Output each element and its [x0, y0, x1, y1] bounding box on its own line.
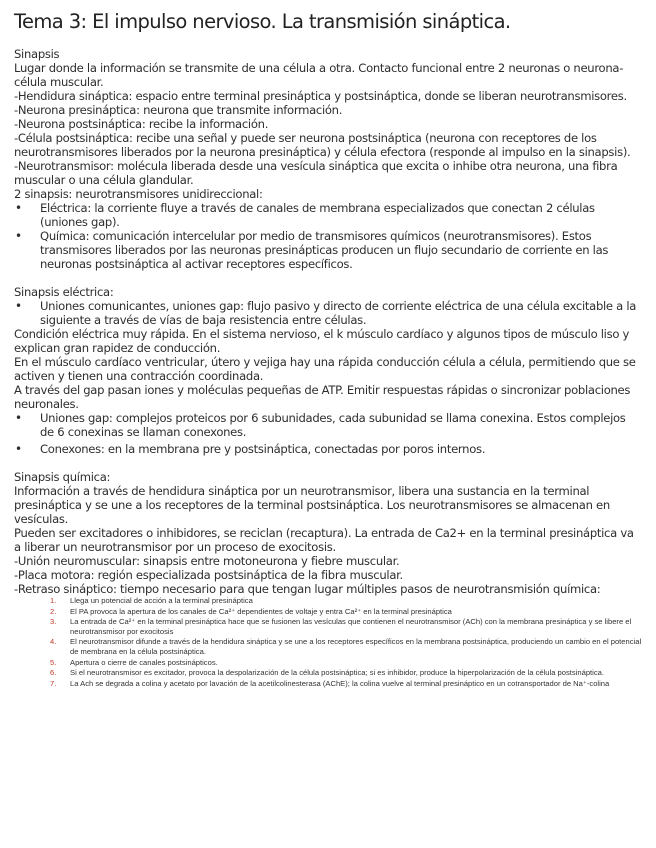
paragraph: -Hendidura sináptica: espacio entre terminal presináptica y postsináptica, donde se liberan neurotransmisores.	[14, 89, 627, 103]
paragraph: Pueden ser excitadores o inhibidores, se reciclan (recaptura). La entrada de Ca2+ en la terminal presináptica va a liberar un neurotransmisor por un proceso de exocitosis.	[14, 526, 634, 554]
paragraph: -Célula postsináptica: recibe una señal y puede ser neurona postsináptica (neurona con receptores de los neurotransmisores liberados por la neurona presináptica) y célula efectora (responde al impulso en la sinapsis).	[14, 131, 631, 159]
bullet-list	[14, 411, 642, 456]
paragraph: -Neurona presináptica: neurona que transmite información.	[14, 103, 343, 117]
step-text: Si el neurotransmisor es excitador, provoca la despolarización de la célula postsináptica; si es inhibidor, produce la hiperpolarización de la célula postsináptica.	[70, 668, 604, 678]
paragraph: 2 sinapsis: neurotransmisores unidireccional:	[14, 187, 263, 201]
paragraph: En el músculo cardíaco ventricular, útero y vejiga hay una rápida conducción célula a célula, permitiendo que se activen y tienen una contracción coordinada.	[14, 355, 636, 383]
step-item	[50, 668, 642, 678]
step-text: La entrada de Ca²⁺ en la terminal presináptica hace que se fusionen las vesículas que contienen el neurotransmisor (ACh) con la membrana presináptica y se libere el neurotransmisor por exocitosis	[70, 617, 632, 636]
step-text: La Ach se degrada a colina y acetato por lavación de la acetilcolinesterasa (AChE); la colina vuelve al terminal presináptico en un cotransportador de Na⁺-colina	[70, 678, 610, 688]
step-text: El neurotransmisor difunde a través de la hendidura sináptica y se une a los receptores específicos en la membrana postsináptica, produciendo un cambio en el potencial de membrana en la célula postsináptica.	[70, 637, 642, 656]
section-heading: Sinapsis	[14, 47, 60, 61]
section-sinapsis-electrica	[14, 285, 642, 456]
paragraph: -Placa motora: región especializada postsináptica de la fibra muscular.	[14, 568, 403, 582]
step-number: 2.	[50, 606, 57, 616]
paragraph: A través del gap pasan iones y moléculas pequeñas de ATP. Emitir respuestas rápidas o sincronizar poblaciones neuronales.	[14, 383, 631, 411]
paragraph: -Unión neuromuscular: sinapsis entre motoneurona y fiebre muscular.	[14, 554, 400, 568]
step-number: 7.	[50, 678, 57, 688]
section-sinapsis	[14, 47, 642, 271]
step-number: 3.	[50, 617, 57, 627]
list-item: • Conexones: en la membrana pre y postsináptica, conectadas por poros internos.	[14, 442, 642, 456]
steps-list	[50, 596, 642, 688]
paragraph: Condición eléctrica muy rápida. En el sistema nervioso, el k músculo cardíaco y algunos tipos de músculo liso y explican gran rapidez de conducción.	[14, 327, 630, 355]
step-text: Llega un potencial de acción a la terminal presináptica	[70, 596, 253, 605]
step-item	[50, 607, 642, 617]
section-heading: Sinapsis química:	[14, 470, 111, 484]
section-heading: Sinapsis eléctrica:	[14, 285, 114, 299]
section-sinapsis-quimica	[14, 470, 642, 596]
list-item: • Uniones comunicantes, uniones gap: flujo pasivo y directo de corriente eléctrica de una célula excitable a la siguiente a través de vías de baja resistencia entre células.	[14, 299, 642, 327]
paragraph: -Retraso sináptico: tiempo necesario para que tengan lugar múltiples pasos de neurotransmisión química:	[14, 582, 601, 596]
list-item: • Uniones gap: complejos proteicos por 6 subunidades, cada subunidad se llama conexina. Estos complejos de 6 conexinas se llaman conexones.	[14, 411, 642, 439]
paragraph: -Neurona postsináptica: recibe la información.	[14, 117, 269, 131]
step-item	[50, 658, 642, 668]
bullet-list	[14, 299, 642, 327]
step-item	[50, 637, 642, 656]
step-number: 4.	[50, 637, 57, 647]
list-item: • Eléctrica: la corriente fluye a través de canales de membrana especializados que conectan 2 células (uniones gap).	[14, 201, 642, 229]
step-item	[50, 596, 642, 606]
step-number: 6.	[50, 668, 57, 678]
step-text: El PA provoca la apertura de los canales de Ca²⁺ dependientes de voltaje y entra Ca²⁺ en la terminal presináptica	[70, 606, 452, 616]
step-text: Apertura o cierre de canales postsinápticos.	[70, 657, 218, 667]
paragraph: Lugar donde la información se transmite de una célula a otra. Contacto funcional entre 2 neuronas o neurona-célula muscular.	[14, 61, 624, 89]
step-item	[50, 679, 642, 689]
step-number: 5.	[50, 657, 57, 667]
step-number: 1.	[50, 596, 57, 605]
bullet-list	[14, 201, 642, 271]
page-title: Tema 3: El impulso nervioso. La transmisión sináptica.	[14, 10, 511, 33]
step-item	[50, 617, 642, 636]
paragraph: -Neurotransmisor: molécula liberada desde una vesícula sináptica que excita o inhibe otra neurona, una fibra muscular o una célula glandular.	[14, 159, 618, 187]
list-item: • Química: comunicación intercelular por medio de transmisores químicos (neurotransmisores). Estos transmisores liberados por las neuronas presinápticas producen un flujo secundario de corriente en las neuronas postsináptica al activar receptores específicos.	[14, 229, 642, 271]
paragraph: Información a través de hendidura sináptica por un neurotransmisor, libera una sustancia en la terminal presináptica y se une a los receptores de la terminal postsináptica. Los neurotransmisores se almacenan en vesículas.	[14, 484, 610, 526]
